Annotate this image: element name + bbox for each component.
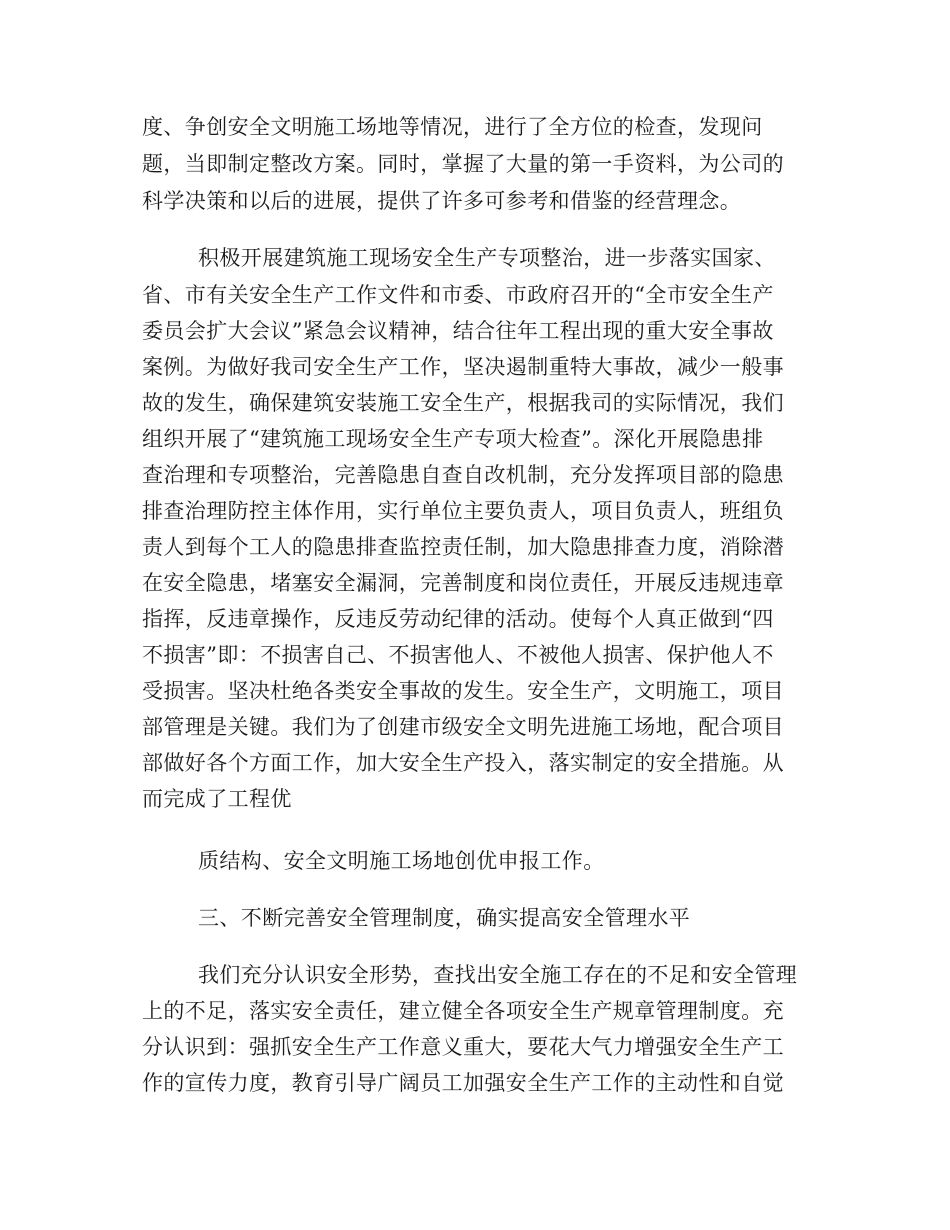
paragraph-2-line: 组织开展了“建筑施工现场安全生产专项大检查”。深化开展隐患排 [142,427,764,451]
paragraph-4-line: 分认识到：强抓安全生产工作意义重大，要花大气力增强安全生产工 [142,1035,784,1059]
paragraph-2-line: 部管理是关键。我们为了创建市级安全文明先进施工场地，配合项目 [142,715,784,739]
paragraph-1-line: 科学决策和以后的进展，提供了许多可参考和借鉴的经营理念。 [142,189,742,213]
paragraph-2-line: 指挥，反违章操作，反违反劳动纪律的活动。使每个人真正做到“四 [142,607,774,631]
paragraph-1-line: 度、争创安全文明施工场地等情况，进行了全方位的检查，发现问 [142,115,763,139]
paragraph-1-line: 题，当即制定整改方案。同时，掌握了大量的第一手资料，为公司的 [142,152,784,176]
paragraph-2-line: 案例。为做好我司安全生产工作，坚决遏制重特大事故，减少一般事 [142,355,784,379]
paragraph-2-line: 受损害。坚决杜绝各类安全事故的发生。安全生产，文明施工，项目 [142,679,784,703]
paragraph-3-line: 质结构、安全文明施工场地创优申报工作。 [198,849,605,873]
paragraph-4-line: 上的不足，落实安全责任，建立健全各项安全生产规章管理制度。充 [142,999,784,1023]
paragraph-2-line: 在安全隐患，堵塞安全漏洞，完善制度和岗位责任，开展反违规违章 [142,571,784,595]
paragraph-4-line: 我们充分认识安全形势，查找出安全施工存在的不足和安全管理 [198,963,798,987]
paragraph-2-line: 省、市有关安全生产工作文件和市委、市政府召开的“全市安全生产 [142,283,774,307]
paragraph-2-line: 而完成了工程优 [142,787,292,811]
paragraph-2-line: 责人到每个工人的隐患排查监控责任制，加大隐患排查力度，消除潜 [142,535,784,559]
paragraph-2-line: 故的发生，确保建筑安装施工安全生产，根据我司的实际情况，我们 [142,391,784,415]
paragraph-2-line: 查治理和专项整治，完善隐患自查自改机制，充分发挥项目部的隐患 [142,463,784,487]
paragraph-2-line: 部做好各个方面工作，加大安全生产投入，落实制定的安全措施。从 [142,751,784,775]
section-heading: 三、不断完善安全管理制度，确实提高安全管理水平 [198,906,691,930]
paragraph-2-line: 积极开展建筑施工现场安全生产专项整治，进一步落实国家、 [198,246,776,270]
paragraph-4-line: 作的宣传力度，教育引导广阔员工加强安全生产工作的主动性和自觉 [142,1071,784,1095]
paragraph-2-line: 排查治理防控主体作用，实行单位主要负责人，项目负责人，班组负 [142,499,784,523]
paragraph-2-line: 委员会扩大会议”紧急会议精神，结合往年工程出现的重大安全事故 [142,319,774,343]
paragraph-2-line: 不损害”即：不损害自己、不损害他人、不被他人损害、保护他人不 [142,643,774,667]
